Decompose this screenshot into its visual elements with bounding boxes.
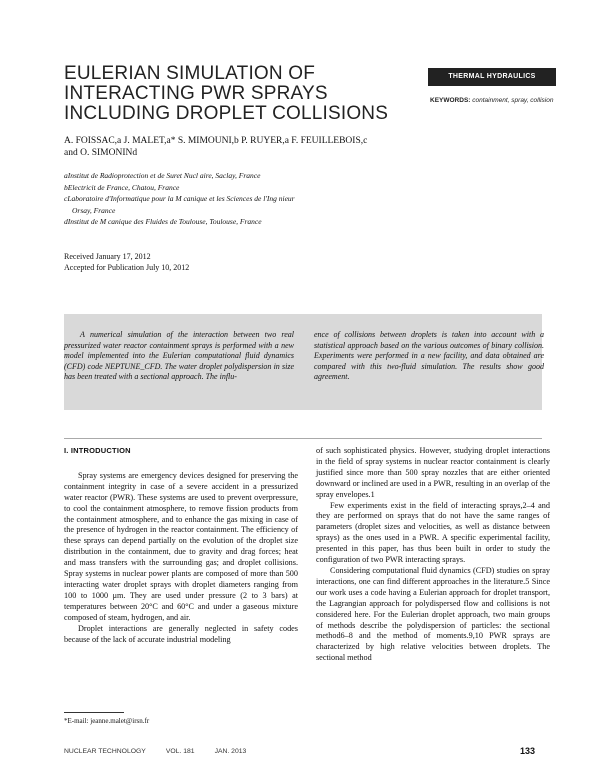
authors-line: and O. SIMONINd (64, 148, 138, 158)
affiliation: dInstitut de M canique des Fluides de Toulouse, Toulouse, France (64, 217, 262, 226)
affiliation: cLaboratoire d'Informatique pour la M canique et les Sciences de l'Ing nieur (64, 194, 295, 203)
body-column-right (316, 446, 550, 664)
footer-journal: NUCLEAR TECHNOLOGY (64, 748, 146, 755)
paragraph: Droplet interactions are generally neglected in safety codes because of the lack of accurate industrial modeling (64, 623, 298, 644)
footnote-rule (64, 712, 124, 713)
abstract-col1: A numerical simulation of the interaction between two real pressurized water reactor containment sprays is performed with a new model implemented into the Eulerian computational fluid dynamics (CFD) code NEPTUNE_CFD. The water droplet polydispersion in size has been treated with a sectional approach. The influ- (64, 330, 294, 382)
paragraph: Few experiments exist in the field of interacting sprays,2–4 and they are performed on sprays that do not have the same ranges of parameters (droplet sizes and velocities, as well as distance between sprays) as the ones used in a PWR. A specific experimental facility, presented in this paper, has thus been built in order to study the configuration of two PWR interacting sprays. (316, 500, 550, 565)
page-footer (64, 748, 542, 755)
affiliation: bElectricit de France, Chatou, France (64, 182, 180, 192)
affiliations (64, 170, 464, 228)
paragraph: Spray systems are emergency devices designed for preserving the containment integrity in case of a severe accident in a pressurized water reactor (PWR). These systems are used to prevent overpressure, to cool the containment atmosphere, to remove fission products from the containment atmosphere, and to enhance the gas mixing in case of the presence of hydrogen in the reactor containment. The efficiency of these sprays can depend partially on the evolution of the droplet size distribution in the containment, due to gravity and drag forces; heat and mass transfers with the surrounding gas; and droplet collisions. Spray systems in nuclear power plants are composed of more than 500 interacting water droplet sprays with droplet diameters ranging from 100 to 1000 μm. They are used under pressure (2 to 3 bars) at temperatures between 20°C and 60°C and under a gaseous mixture composed of steam, hydrogen, and air. (64, 470, 298, 622)
abstract (64, 330, 544, 383)
footnote: *E-mail: jeanne.malet@irsn.fr (64, 717, 150, 725)
divider (64, 438, 542, 439)
affiliation: Orsay, France (72, 205, 116, 215)
body-column-left (64, 446, 298, 645)
footer-volume: VOL. 181 (165, 748, 195, 755)
keywords (430, 96, 560, 105)
paragraph: of such sophisticated physics. However, studying droplet interactions in the field of spray systems in nuclear reactor containment is clearly justified since more than 500 spray nozzles that are either oriented downward or inclined are used in a PWR, resulting in an overlap of the spray envelopes.1 (316, 446, 550, 499)
affiliation: aInstitut de Radioprotection et de Suret Nucl aire, Saclay, France (64, 171, 261, 180)
section-badge: THERMAL HYDRAULICS (428, 68, 556, 86)
received-date: Received January 17, 2012 (64, 252, 151, 261)
keywords-value: containment, spray, collision (472, 97, 554, 104)
keywords-label: KEYWORDS: (430, 97, 471, 104)
title-line: EULERIAN SIMULATION OF (64, 63, 316, 84)
footer-date: JAN. 2013 (214, 748, 247, 755)
authors (64, 135, 444, 159)
authors-line: A. FOISSAC,a J. MALET,a* S. MIMOUNI,b P. RUYER,a F. FEUILLEBOIS,c (64, 136, 368, 146)
abstract-col2: ence of collisions between droplets is taken into account with a statistical approach based on the various outcomes of binary collision. Experiments were performed in a new facility, and data obtained are compared with this two-fluid simulation. The results show good agreement. (314, 330, 544, 382)
section-heading: I. INTRODUCTION (64, 446, 131, 455)
accepted-date: Accepted for Publication July 10, 2012 (64, 263, 190, 272)
title-line: INTERACTING PWR SPRAYS (64, 83, 328, 104)
page-number: 133 (520, 746, 536, 756)
paragraph: Considering computational fluid dynamics (CFD) studies on spray interactions, one can find different approaches in the literature.5 Since our work uses a code having a Eulerian approach for droplet transport, the Lagrangian approach for polydispersed flow and collisions is not considered here. For the Eulerian droplet approach, two main groups of methods describe the polydispersion of particles: the sectional method6–8 and the method of moments.9,10 PWR sprays are characterized by high relative velocities between droplets. The sectional method (316, 565, 550, 663)
dates (64, 251, 364, 273)
paper-title (64, 64, 404, 124)
title-line: INCLUDING DROPLET COLLISIONS (64, 103, 389, 124)
